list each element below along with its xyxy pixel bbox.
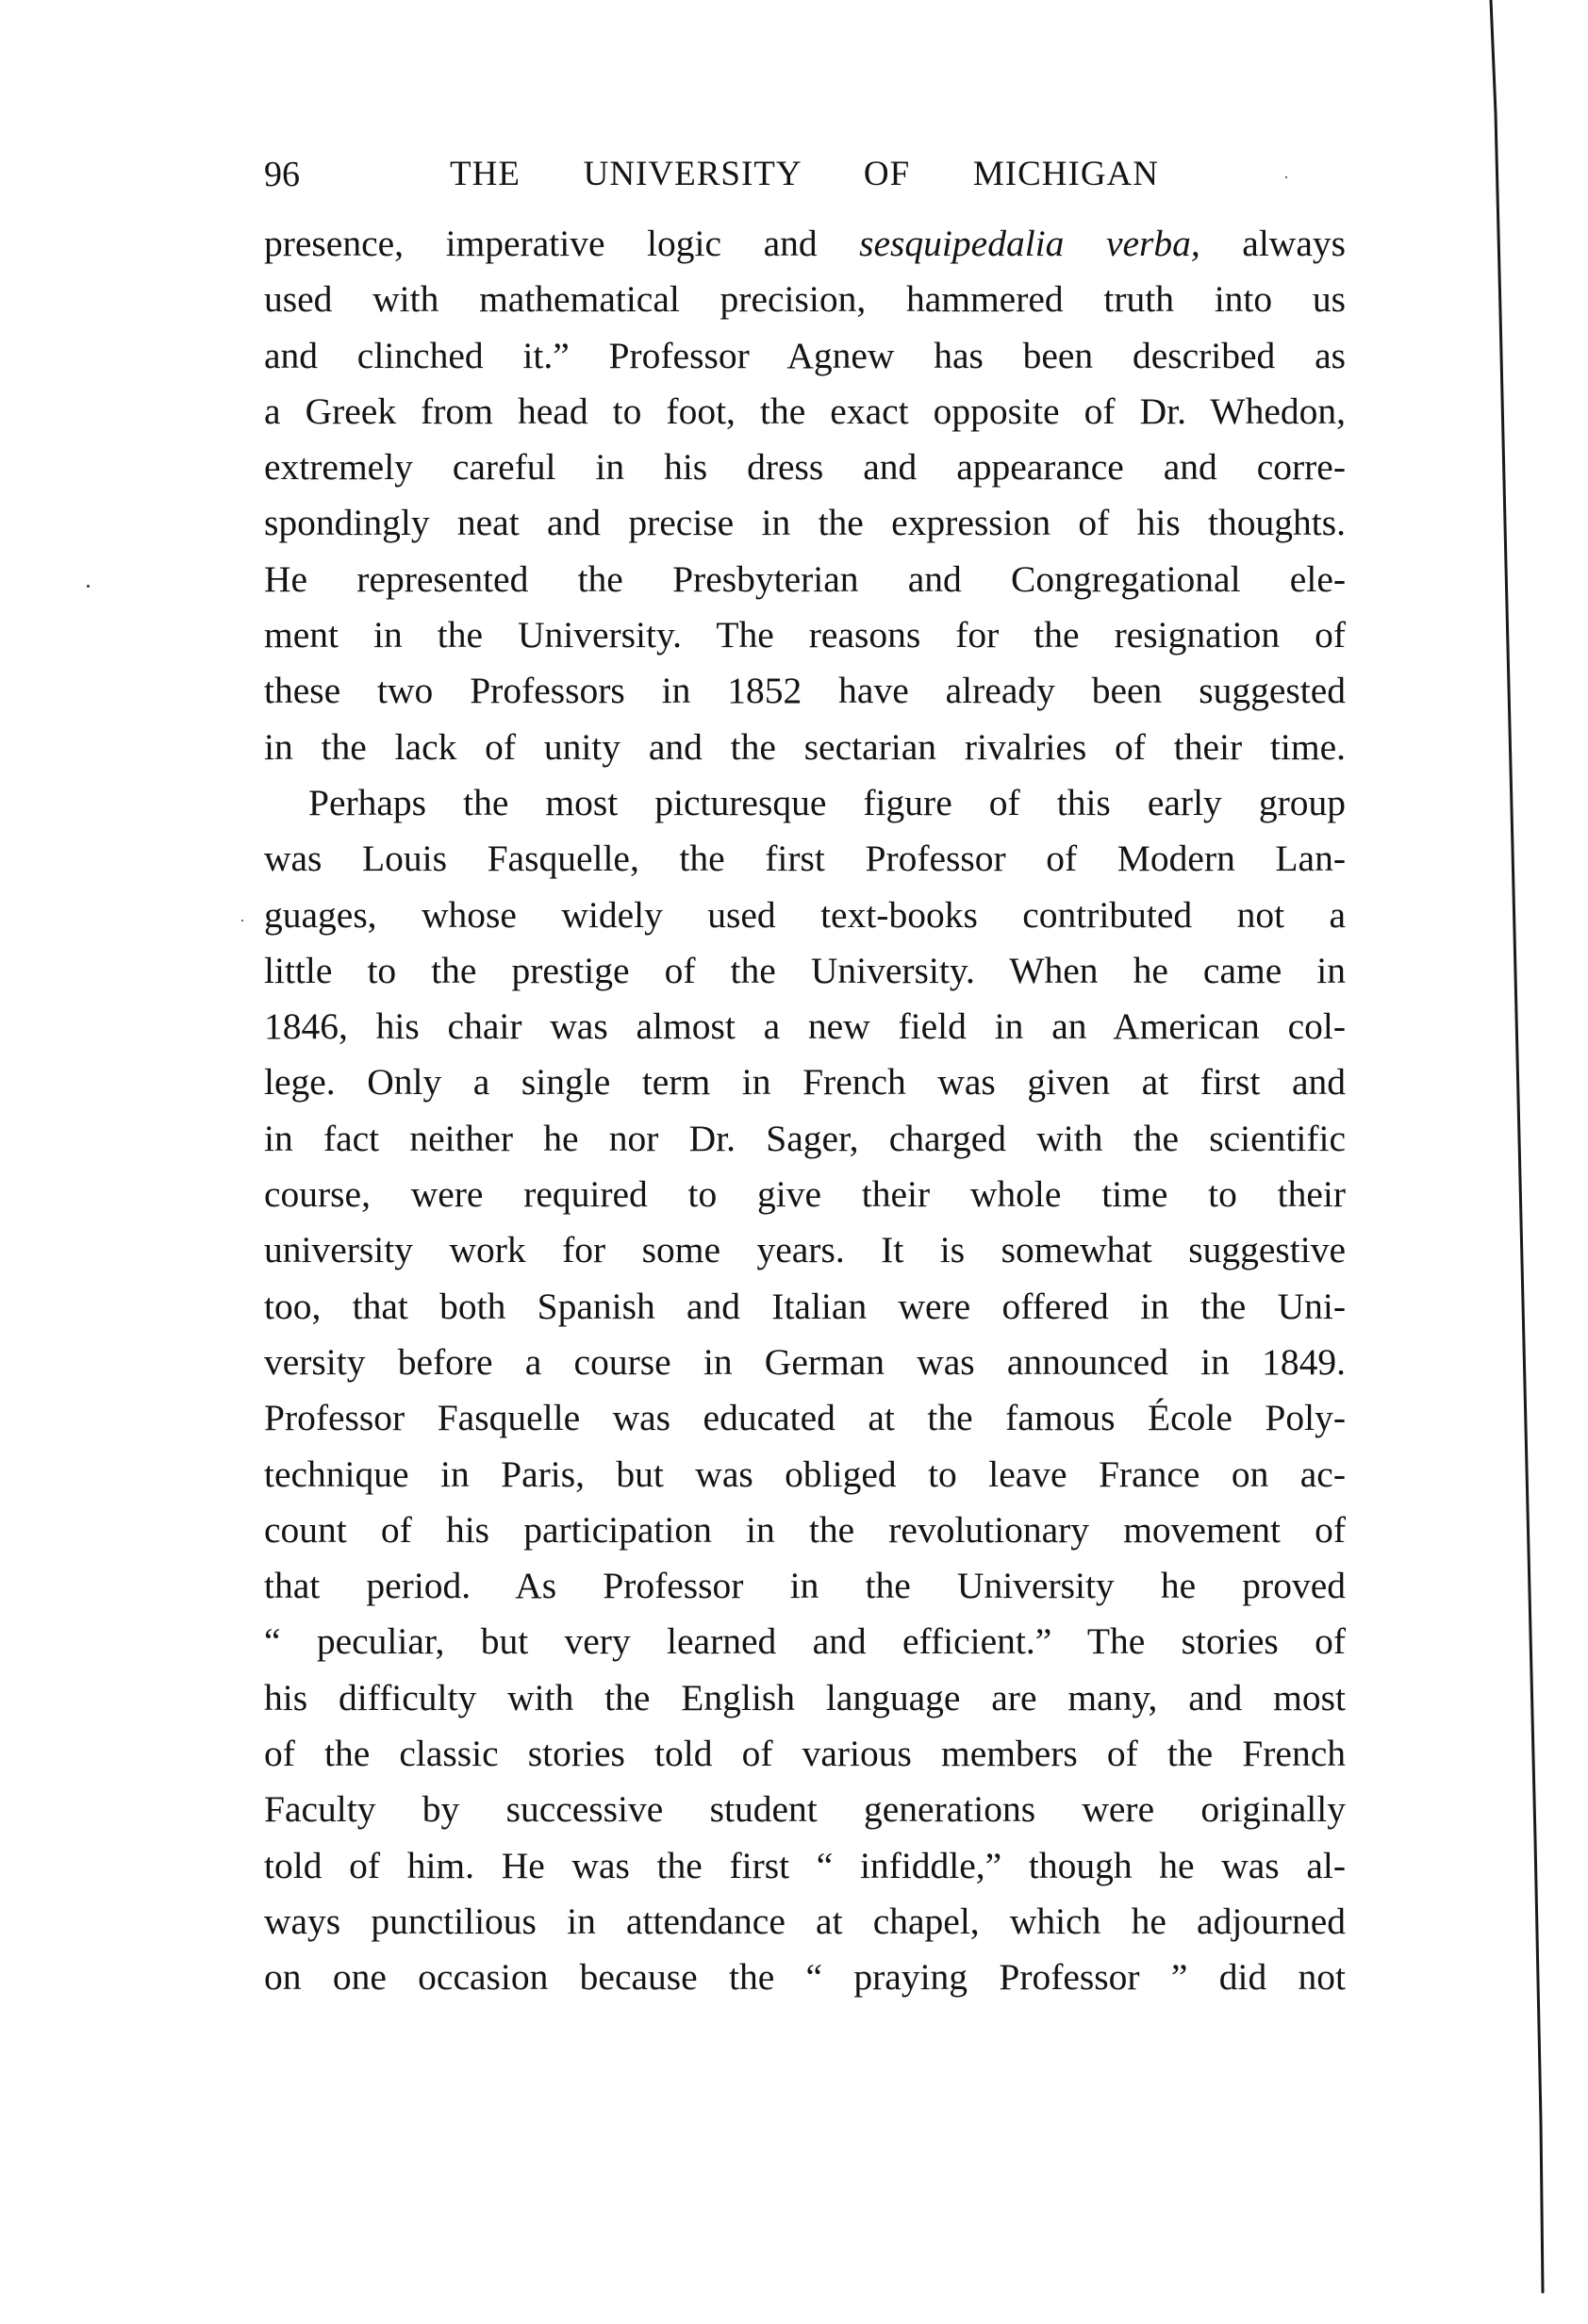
page-number: 96 [264,155,300,194]
scan-speck [87,585,90,588]
text-line: too, that both Spanish and Italian were offered in the Uni- [264,1285,1346,1327]
latin-phrase: sesquipedalia verba, [859,223,1200,264]
text-line: course, were required to give their whole time to their [264,1173,1346,1216]
text-line: Perhaps the most picturesque figure of this early group [308,781,1346,823]
scan-speck [1285,176,1287,178]
text-line: technique in Paris, but was obliged to leave France on ac- [264,1452,1346,1495]
running-head [264,151,1346,198]
text-line: extremely careful in his dress and appearance and corre- [264,446,1346,489]
running-title: THE UNIVERSITY OF MICHIGAN [450,155,1159,193]
text-line: these two Professors in 1852 have already been suggested [264,670,1346,712]
text-line: that period. As Professor in the University he proved [264,1565,1346,1607]
text-line: of the classic stories told of various members of the French [264,1733,1346,1775]
text-line: in fact neither he nor Dr. Sager, charged with the scientific [264,1117,1346,1159]
body-text [264,216,1346,2006]
text-line: and clinched it.” Professor Agnew has been described as [264,334,1346,376]
text-line: presence, imperative logic and sesquipedalia verba, always [264,223,1346,264]
text-line: ways punctilious in attendance at chapel, which he adjourned [264,1900,1346,1942]
text-line: He represented the Presbyterian and Congregational ele- [264,557,1346,600]
paragraph-2 [264,775,1346,2006]
scan-speck [241,920,243,921]
text-line: versity before a course in German was announced in 1849. [264,1340,1346,1383]
paragraph-1 [264,216,1346,775]
text-line: his difficulty with the English language are many, and most [264,1676,1346,1718]
text-line: guages, whose widely used text-books contributed not a [264,893,1346,936]
text-line: was Louis Fasquelle, the first Professor of Modern Lan- [264,838,1346,880]
text-line: count of his participation in the revolutionary movement of [264,1508,1346,1551]
text-line: lege. Only a single term in French was given at first and [264,1061,1346,1104]
text-line: spondingly neat and precise in the expression of his thoughts. [264,502,1346,544]
text-line: Faculty by successive student generations were originally [264,1788,1346,1831]
text-line: 1846, his chair was almost a new field in an American col- [264,1005,1346,1048]
text-line: on one occasion because the “ praying Professor ” did not [264,1956,1346,1999]
text-line: Professor Fasquelle was educated at the famous École Poly- [264,1397,1346,1439]
text-line: used with mathematical precision, hammered truth into us [264,278,1346,321]
text-line: “ peculiar, but very learned and efficient.” The stories of [264,1620,1346,1663]
text-line: a Greek from head to foot, the exact opposite of Dr. Whedon, [264,390,1346,432]
text-line: ment in the University. The reasons for the resignation of [264,614,1346,656]
text-line: told of him. He was the first “ infiddle,” though he was al- [264,1844,1346,1886]
text-line: university work for some years. It is somewhat suggestive [264,1229,1346,1271]
text-line: in the lack of unity and the sectarian rivalries of their time. [264,725,1346,768]
text-line: little to the prestige of the University. When he came in [264,949,1346,991]
